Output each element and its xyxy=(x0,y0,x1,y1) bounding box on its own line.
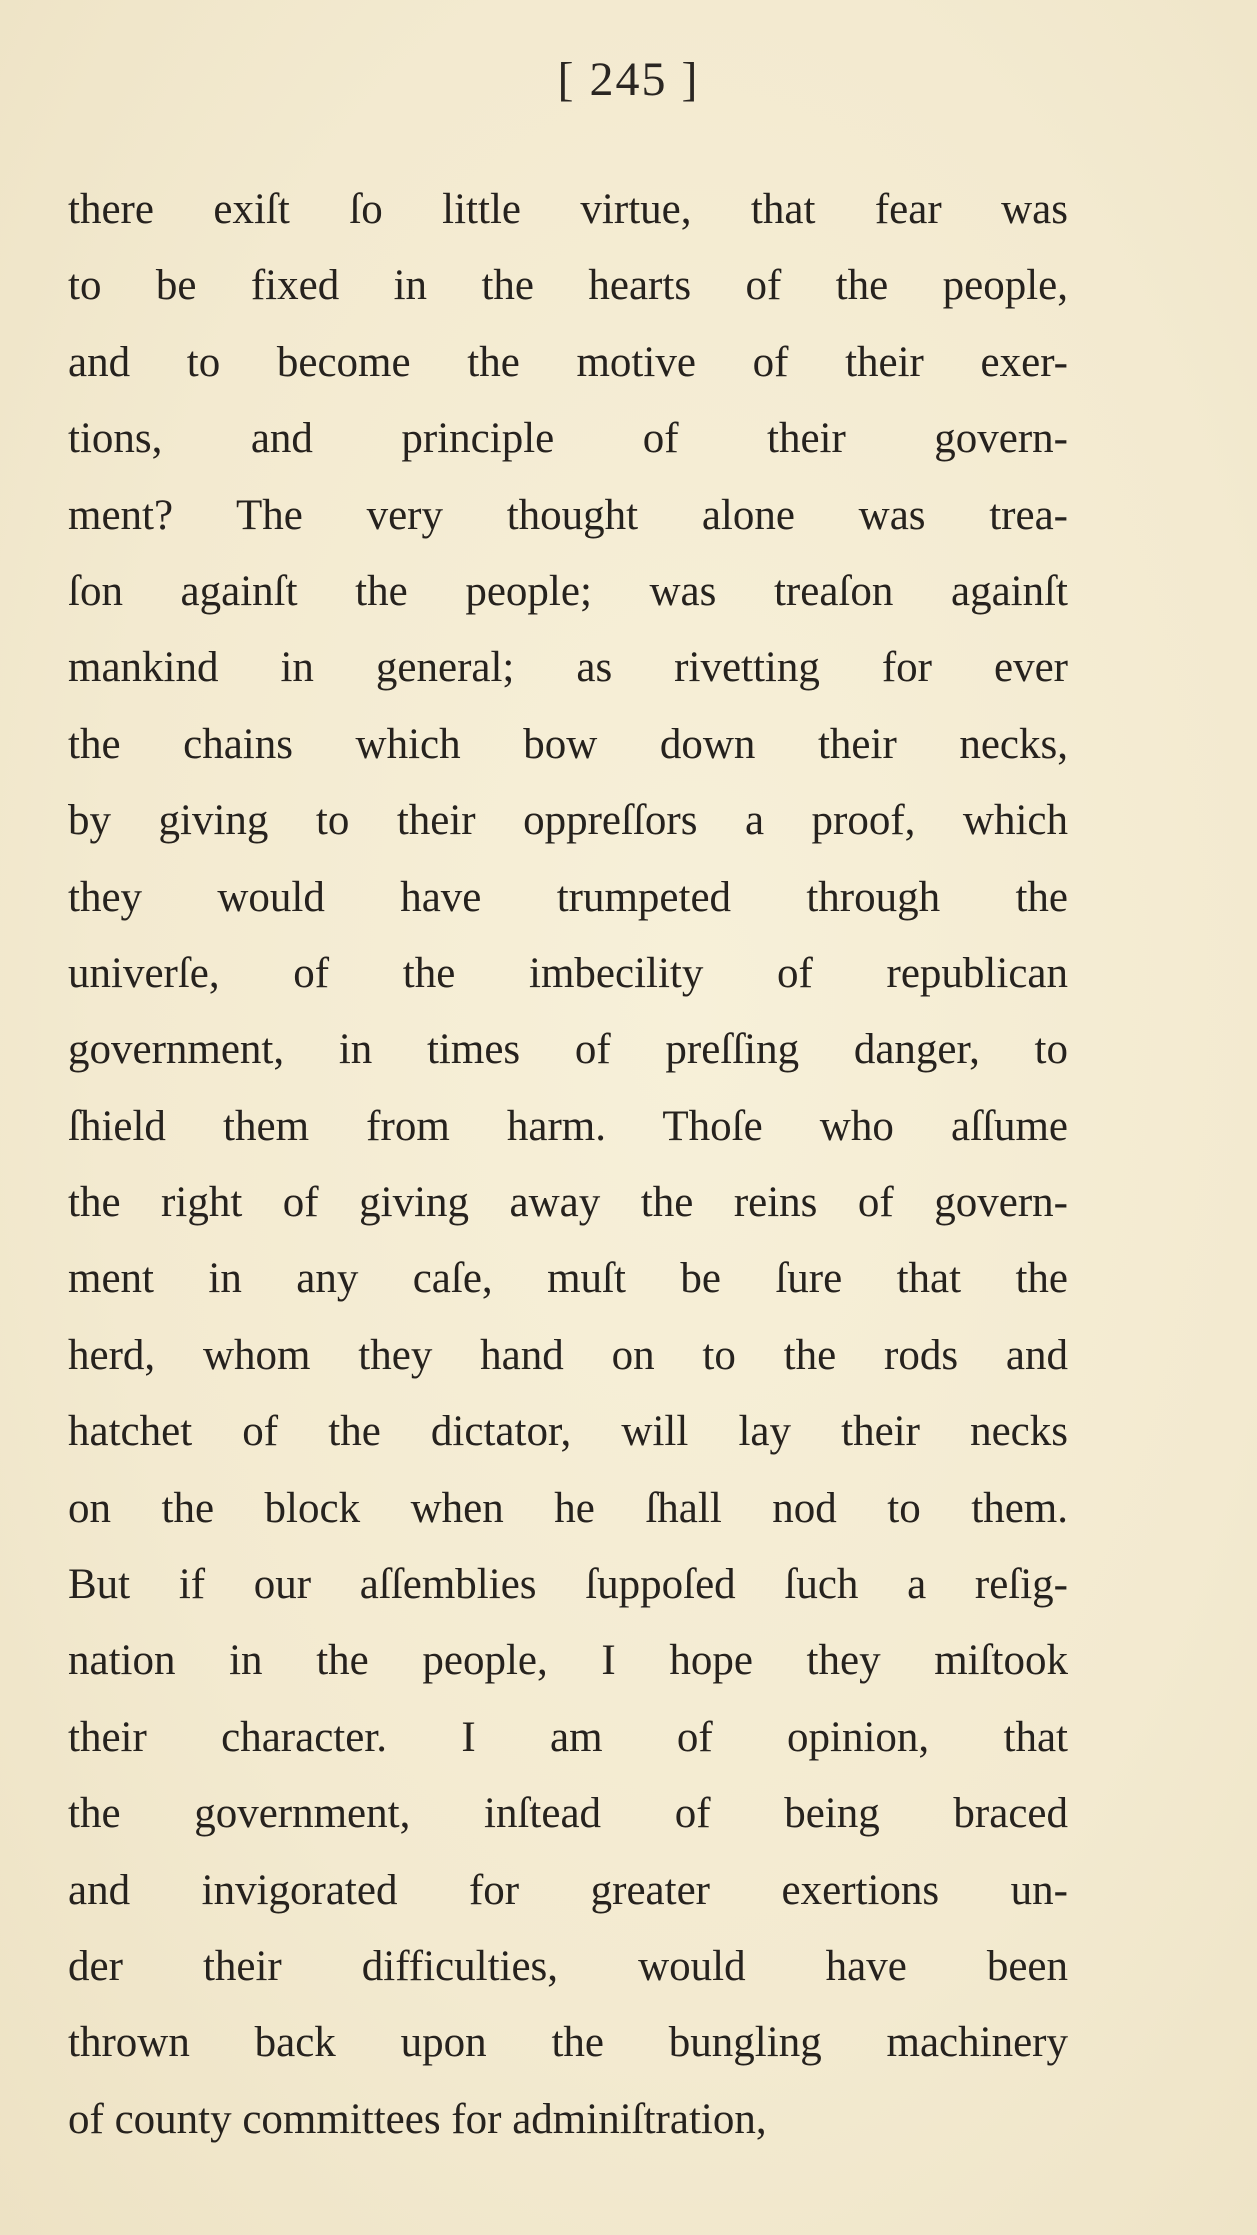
text-line: herd, whom they hand on to the rods and xyxy=(68,1331,1068,1379)
text-line: the right of giving away the reins of govern- xyxy=(68,1179,1068,1227)
text-line: and to become the motive of their exer- xyxy=(68,338,1068,386)
text-line: ſon againſt the people; was treaſon againſt xyxy=(68,567,1068,615)
text-line: they would have trumpeted through the xyxy=(68,873,1068,921)
text-line: But if our aſſemblies ſuppoſed ſuch a reſig- xyxy=(68,1561,1068,1609)
text-line: ment? The very thought alone was trea- xyxy=(68,491,1068,539)
text-line: to be fixed in the hearts of the people, xyxy=(68,262,1068,310)
text-line: the chains which bow down their necks, xyxy=(68,720,1068,768)
text-line: of county committees for adminiſtration, xyxy=(68,2095,767,2143)
text-line: government, in times of preſſing danger, to xyxy=(68,1026,1068,1074)
text-line: the government, inſtead of being braced xyxy=(68,1790,1068,1838)
text-line: univerſe, of the imbecility of republican xyxy=(68,949,1068,997)
text-line: and invigorated for greater exertions un- xyxy=(68,1866,1068,1914)
text-line: mankind in general; as rivetting for ever xyxy=(68,644,1068,692)
text-line: their character. I am of opinion, that xyxy=(68,1713,1068,1761)
text-line: by giving to their oppreſſors a proof, which xyxy=(68,797,1068,845)
body-text xyxy=(68,172,1068,2158)
text-line: der their difficulties, would have been xyxy=(68,1942,1068,1990)
page-number: [ 245 ] xyxy=(557,53,700,106)
text-line: on the block when he ſhall nod to them. xyxy=(68,1484,1068,1532)
text-line: nation in the people, I hope they miſtook xyxy=(68,1637,1068,1685)
text-line: there exiſt ſo little virtue, that fear was xyxy=(68,186,1068,233)
text-line: ſhield them from harm. Thoſe who aſſume xyxy=(68,1102,1068,1150)
text-line: thrown back upon the bungling machinery xyxy=(68,2019,1068,2067)
text-line: tions, and principle of their govern- xyxy=(68,415,1068,463)
text-line: ment in any caſe, muſt be ſure that the xyxy=(68,1255,1068,1303)
text-line: hatchet of the dictator, will lay their necks xyxy=(68,1408,1068,1456)
